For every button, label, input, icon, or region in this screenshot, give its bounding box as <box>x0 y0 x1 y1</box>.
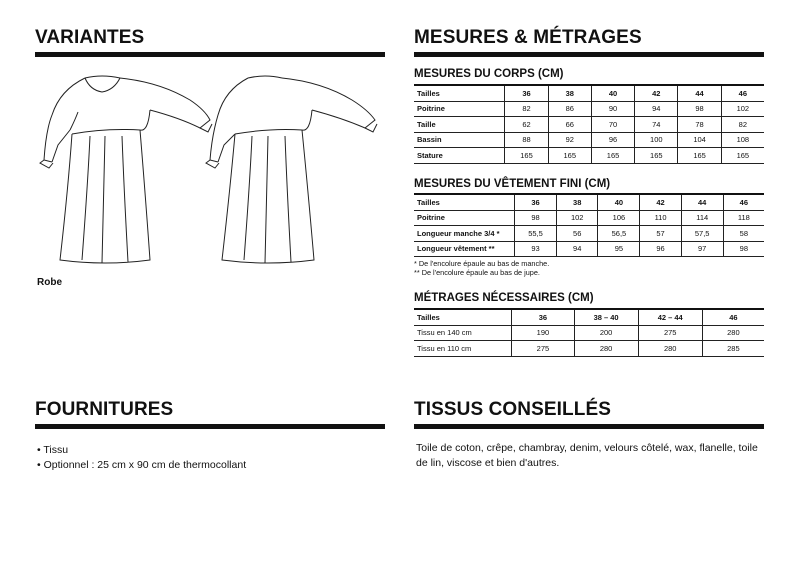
row-label: Longueur vêtement ** <box>414 241 515 257</box>
row-label: Bassin <box>414 132 505 148</box>
row-label: Stature <box>414 148 505 164</box>
table-cell: 62 <box>505 117 548 133</box>
row-label: Poitrine <box>414 210 515 226</box>
table-cell: 98 <box>723 241 764 257</box>
table-cell: 110 <box>640 210 681 226</box>
table-cell: 165 <box>505 148 548 164</box>
table-cell: 118 <box>723 210 764 226</box>
header-cell: 38 <box>557 195 598 210</box>
table-row <box>414 325 764 341</box>
tissus-title: TISSUS CONSEILLÉS <box>414 399 612 420</box>
header-cell: Tailles <box>414 86 505 101</box>
corps-table <box>414 86 764 164</box>
header-cell: 46 <box>723 195 764 210</box>
table-cell: 190 <box>512 325 574 341</box>
tissus-rule <box>414 424 764 429</box>
fourniture-item: • Optionnel : 25 cm x 90 cm de thermocollant <box>37 458 247 471</box>
row-label: Tissu en 110 cm <box>414 341 512 357</box>
header-cell: 46 <box>721 86 764 101</box>
table-cell: 95 <box>598 241 640 257</box>
table-cell: 280 <box>638 341 702 357</box>
table-cell: 165 <box>548 148 591 164</box>
row-label: Poitrine <box>414 101 505 117</box>
dress-back-drawing <box>206 76 377 263</box>
vetement-table <box>414 195 764 257</box>
metrages-title: MÉTRAGES NÉCESSAIRES (CM) <box>414 292 594 304</box>
table-cell: 100 <box>635 132 678 148</box>
header-cell: 38 <box>548 86 591 101</box>
table-row <box>414 132 764 148</box>
table-cell: 92 <box>548 132 591 148</box>
table-cell: 90 <box>591 101 634 117</box>
mesures-title: MESURES & MÉTRAGES <box>414 27 642 48</box>
table-cell: 82 <box>721 117 764 133</box>
table-cell: 98 <box>515 210 557 226</box>
table-cell: 96 <box>640 241 681 257</box>
table-cell: 96 <box>591 132 634 148</box>
variant-label: Robe <box>37 277 62 288</box>
dress-front-drawing <box>40 76 212 263</box>
header-cell: 42 – 44 <box>638 310 702 325</box>
table-header-row <box>414 195 764 210</box>
header-cell: 40 <box>598 195 640 210</box>
fourniture-item: • Tissu <box>37 444 69 456</box>
tissus-text: Toile de coton, crêpe, chambray, denim, velours côtelé, wax, flanelle, toile de lin, viscose et bien d'autres. <box>416 442 758 469</box>
table-cell: 58 <box>723 226 764 242</box>
variantes-title: VARIANTES <box>35 27 145 48</box>
header-cell: 44 <box>681 195 723 210</box>
header-cell: 42 <box>640 195 681 210</box>
table-cell: 97 <box>681 241 723 257</box>
table-header-row <box>414 310 764 325</box>
table-cell: 280 <box>702 325 764 341</box>
header-cell: 42 <box>635 86 678 101</box>
header-cell: Tailles <box>414 195 515 210</box>
table-cell: 102 <box>721 101 764 117</box>
header-cell: 46 <box>702 310 764 325</box>
table-cell: 165 <box>635 148 678 164</box>
table-cell: 275 <box>638 325 702 341</box>
header-cell: 36 <box>515 195 557 210</box>
table-cell: 86 <box>548 101 591 117</box>
metrages-table <box>414 310 764 357</box>
table-cell: 93 <box>515 241 557 257</box>
table-cell: 55,5 <box>515 226 557 242</box>
table-cell: 74 <box>635 117 678 133</box>
table-cell: 200 <box>574 325 638 341</box>
table-cell: 82 <box>505 101 548 117</box>
table-header-row <box>414 86 764 101</box>
row-label: Tissu en 140 cm <box>414 325 512 341</box>
table-cell: 57,5 <box>681 226 723 242</box>
table-row <box>414 148 764 164</box>
table-cell: 88 <box>505 132 548 148</box>
table-cell: 114 <box>681 210 723 226</box>
table-row <box>414 241 764 257</box>
table-cell: 57 <box>640 226 681 242</box>
header-cell: Tailles <box>414 310 512 325</box>
header-cell: 40 <box>591 86 634 101</box>
variantes-rule <box>35 52 385 57</box>
table-cell: 70 <box>591 117 634 133</box>
table-cell: 56 <box>557 226 598 242</box>
vetement-note-2: ** De l'encolure épaule au bas de jupe. <box>414 268 540 277</box>
corps-title: MESURES DU CORPS (CM) <box>414 68 564 80</box>
table-row <box>414 226 764 242</box>
table-cell: 98 <box>678 101 721 117</box>
table-cell: 285 <box>702 341 764 357</box>
table-cell: 104 <box>678 132 721 148</box>
table-cell: 275 <box>512 341 574 357</box>
row-label: Taille <box>414 117 505 133</box>
row-label: Longueur manche 3/4 * <box>414 226 515 242</box>
table-cell: 280 <box>574 341 638 357</box>
table-cell: 165 <box>678 148 721 164</box>
mesures-rule <box>414 52 764 57</box>
table-cell: 165 <box>721 148 764 164</box>
header-cell: 38 – 40 <box>574 310 638 325</box>
table-cell: 108 <box>721 132 764 148</box>
fournitures-rule <box>35 424 385 429</box>
header-cell: 36 <box>505 86 548 101</box>
table-row <box>414 101 764 117</box>
table-cell: 106 <box>598 210 640 226</box>
vetement-note-1: * De l'encolure épaule au bas de manche. <box>414 259 550 268</box>
table-cell: 94 <box>635 101 678 117</box>
table-cell: 66 <box>548 117 591 133</box>
header-cell: 36 <box>512 310 574 325</box>
table-cell: 102 <box>557 210 598 226</box>
table-cell: 94 <box>557 241 598 257</box>
header-cell: 44 <box>678 86 721 101</box>
table-cell: 78 <box>678 117 721 133</box>
vetement-title: MESURES DU VÊTEMENT FINI (CM) <box>414 178 611 190</box>
dress-illustrations <box>30 70 390 270</box>
fournitures-list <box>37 443 246 472</box>
fournitures-title: FOURNITURES <box>35 399 174 420</box>
table-row <box>414 341 764 357</box>
table-cell: 56,5 <box>598 226 640 242</box>
table-cell: 165 <box>591 148 634 164</box>
table-row <box>414 210 764 226</box>
table-row <box>414 117 764 133</box>
